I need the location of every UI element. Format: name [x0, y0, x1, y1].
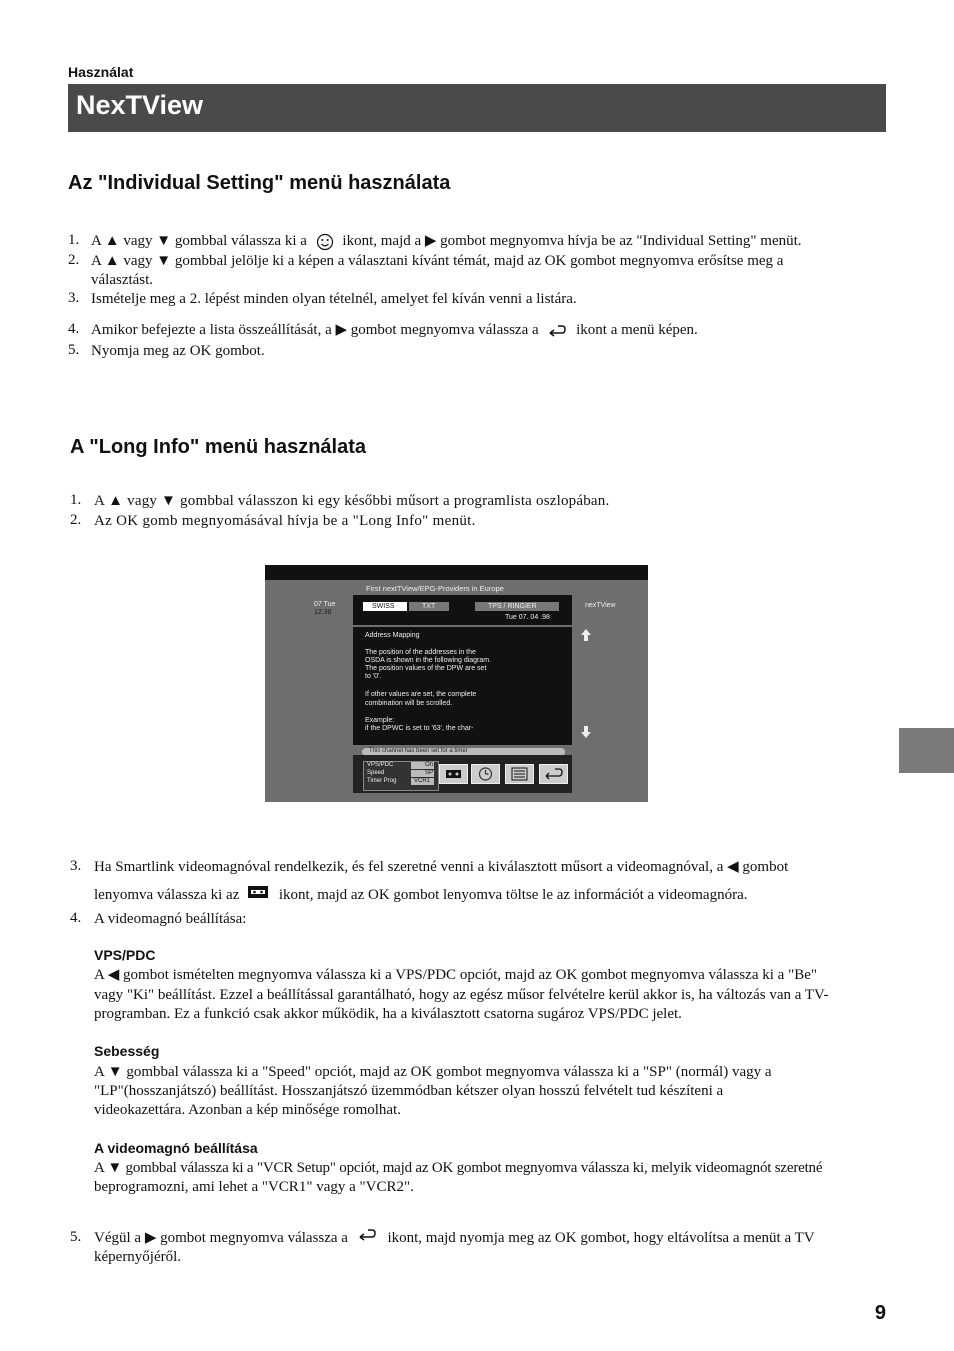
list-item-line: Ha Smartlink videomagnóval rendelkezik, és fel szeretné venni a kiválasztott műsort a videomagnóval, a ◀ gombot — [94, 859, 789, 875]
tv-time: 12:38 — [314, 609, 332, 616]
list-number: 2. — [70, 512, 82, 528]
tv-content-line: combination will be scrolled. — [365, 700, 453, 707]
list-item-line: A ▲ vagy ▼ gombbal jelölje ki a képen a választani kívánt témát, majd az OK gombot megnyomva erősítse meg a — [91, 253, 784, 269]
list-item-text: lenyomva válassza ki az — [94, 887, 240, 903]
list-item — [91, 232, 802, 251]
tv-content-line: The position of the addresses in the — [365, 649, 476, 656]
page-title: NexTView — [76, 90, 204, 120]
paragraph-line: beprogramozni, ami lehet a "VCR1" vagy a "VCR2". — [94, 1179, 414, 1195]
paragraph-line: "LP"(hosszanjátszó) beállítást. Hosszanjátszó üzemmódban kétszer olyan hosszú felvételt tud készíteni a — [94, 1083, 724, 1099]
list-number: 3. — [70, 858, 82, 874]
list-item-line — [94, 886, 747, 905]
tv-content-line: OSDA is shown in the following diagram. — [365, 657, 492, 664]
tv-return-button — [539, 764, 568, 784]
section-heading-individual-setting: Az "Individual Setting" menü használata — [68, 172, 451, 194]
tv-screen-illustration — [265, 565, 648, 802]
tv-content-line: if the DPWC is set to '63', the char- — [365, 725, 474, 732]
list-number: 4. — [68, 321, 80, 337]
subheading-vps-pdc: VPS/PDC — [94, 947, 156, 963]
paragraph-line: A ◀ gombot ismételten megnyomva válassza ki a VPS/PDC opciót, majd az OK gombot megnyomva válassza ki a "Be" — [94, 967, 817, 983]
list-item-text: ikont, majd az OK gombot lenyomva töltse le az információt a videomagnóra. — [278, 887, 748, 903]
section-heading-long-info: A "Long Info" menü használata — [70, 436, 367, 458]
side-tab — [899, 728, 954, 773]
list-number: 4. — [70, 910, 82, 926]
list-icon — [506, 765, 533, 783]
list-number: 1. — [70, 492, 82, 508]
list-item-text: ikont a menü képen. — [576, 322, 698, 338]
list-item-text: Végül a ▶ gombot megnyomva válassza a — [94, 1230, 348, 1246]
tv-date: 07 Tue — [314, 601, 336, 608]
tv-setting-label: Timer Prog — [367, 778, 397, 784]
list-item-text: ikont, majd nyomja meg az OK gombot, hogy eltávolítsa a menüt a TV — [387, 1230, 815, 1246]
list-item: Nyomja meg az OK gombot. — [91, 343, 265, 359]
clock-icon — [472, 765, 499, 783]
list-number: 2. — [68, 252, 80, 268]
tv-content-panel — [353, 627, 572, 745]
tv-status-text: This channel has been set for a timer — [369, 748, 468, 754]
smiley-icon — [315, 233, 335, 251]
arrow-down-icon — [581, 726, 591, 738]
tv-tab-txt: TXT — [422, 603, 436, 610]
list-number: 5. — [68, 342, 80, 358]
list-item-line — [94, 1229, 815, 1248]
tv-content-line: If other values are set, the complete — [365, 691, 477, 698]
tv-tab-swiss: SWISS — [372, 603, 395, 610]
return-icon — [546, 323, 568, 339]
list-item-text: Amikor befejezte a lista összeállítását, a ▶ gombot megnyomva válassza a — [91, 322, 539, 338]
tv-setting-value: VCR1 — [414, 778, 431, 784]
list-item-line: képernyőjéről. — [94, 1249, 182, 1265]
list-item: A ▲ vagy ▼ gombbal válasszon ki egy későbbi műsort a programlista oszlopában. — [94, 493, 610, 509]
tv-setting-label: Speed — [367, 770, 385, 776]
paragraph-line: A ▼ gombbal válassza ki a "Speed" opciót, majd az OK gombot megnyomva válassza ki a "SP" (normál) vagy a — [94, 1064, 772, 1080]
title-bar — [68, 84, 886, 132]
tv-provider: TPS / RINGIER — [488, 603, 537, 610]
tv-top-title: First nextTView/EPG-Providers in Europe — [366, 584, 504, 593]
list-number: 5. — [70, 1229, 82, 1245]
list-item: Ismételje meg a 2. lépést minden olyan tételnél, amelyet fel kíván venni a listára. — [91, 291, 577, 307]
arrow-up-icon — [581, 629, 591, 641]
tv-vcr-button — [439, 764, 468, 784]
tv-content-line: The position values of the DPW are set — [365, 665, 487, 672]
tv-bottom-panel — [353, 755, 572, 793]
tv-content-line: Address Mapping — [365, 632, 420, 639]
list-item-text: A ▲ vagy ▼ gombbal válassza ki a — [91, 233, 307, 249]
tv-list-button — [505, 764, 534, 784]
tv-timer-button — [471, 764, 500, 784]
subheading-vcr-setup: A videomagnó beállítása — [94, 1140, 258, 1156]
cassette-icon — [247, 885, 269, 899]
tv-setting-label: VPS/PDC — [367, 762, 394, 768]
tv-setting-value: On — [425, 762, 434, 768]
paragraph-line: programban. Ez a funkció csak akkor működik, ha a kiválasztott csatorna sugároz VPS/PDC jelet. — [94, 1006, 682, 1022]
list-item — [91, 321, 698, 340]
section-label: Használat — [68, 64, 134, 80]
return-icon — [540, 765, 567, 783]
tv-content-line: to '0'. — [365, 673, 382, 680]
cassette-icon — [440, 765, 467, 783]
list-number: 3. — [68, 290, 80, 306]
tv-date2: Tue 07. 04 .98 — [505, 614, 550, 621]
tv-top-band — [265, 565, 648, 580]
list-item: Az OK gomb megnyomásával hívja be a "Long Info" menüt. — [94, 513, 476, 529]
paragraph-line: vagy "Ki" beállítást. Ezzel a beállítással garantálható, hogy az egész műsor felvételre kerül akkor is, ha változás van a TV- — [94, 987, 829, 1003]
list-item-text: ikont, majd a ▶ gombot megnyomva hívja be az "Individual Setting" menüt. — [342, 233, 802, 249]
paragraph-line: videokazettára. Azonban a kép minősége romolhat. — [94, 1102, 401, 1118]
tv-content-line: Example: — [365, 717, 395, 724]
page-number: 9 — [874, 1302, 886, 1324]
list-item-line: választást. — [91, 272, 154, 288]
list-item: A videomagnó beállítása: — [94, 911, 247, 927]
list-number: 1. — [68, 232, 80, 248]
paragraph-line: A ▼ gombbal válassza ki a "VCR Setup" opciót, majd az OK gombot megnyomva válassza ki, melyik videomagnót szeretné — [94, 1160, 823, 1176]
tv-setting-value: SP — [425, 770, 434, 776]
subheading-speed: Sebesség — [94, 1043, 160, 1059]
return-icon — [356, 1227, 378, 1243]
tv-info-panel — [353, 595, 572, 625]
tv-brand: nexTView — [585, 602, 616, 609]
